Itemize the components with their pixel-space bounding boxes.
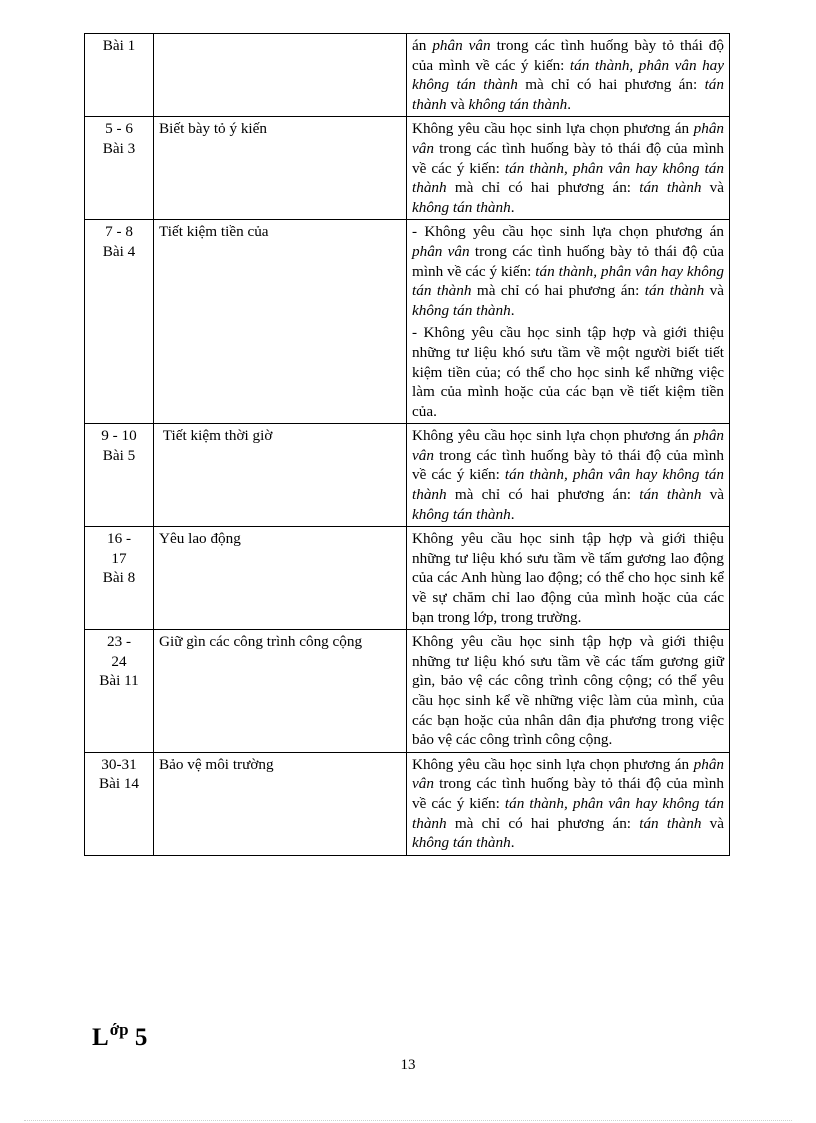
text-run: .	[510, 834, 515, 852]
italic-term: tán thành	[644, 282, 705, 300]
topic-cell	[154, 527, 407, 630]
topic-cell	[154, 424, 407, 527]
table-row	[85, 752, 730, 855]
text-run: - Không yêu cầu học sinh lựa chọn phương án	[412, 223, 724, 241]
lesson-topic: Yêu lao động	[159, 530, 241, 548]
topic-cell	[154, 752, 407, 855]
italic-term: tán thành	[639, 814, 702, 832]
italic-term: tán thành, phân vân hay không tán thành	[412, 466, 724, 504]
italic-term: không tán thành	[412, 301, 511, 319]
topic-cell	[154, 117, 407, 220]
text-run: trong các tình huống bày tỏ thái độ của mình về các ý kiến:	[412, 242, 724, 280]
adjustment-paragraph	[412, 755, 724, 853]
adjustment-cell	[407, 220, 730, 424]
lesson-number: Bài 3	[102, 139, 136, 157]
lesson-number: Bài 1	[102, 37, 136, 54]
lesson-topic: Tiết kiệm tiền của	[159, 223, 269, 241]
table-row	[85, 117, 730, 220]
adjustment-paragraph	[412, 529, 724, 627]
lesson-topic: Tiết kiệm thời giờ	[159, 427, 273, 445]
lesson-cell	[85, 117, 154, 220]
italic-term: phân vân	[412, 120, 724, 157]
adjustment-paragraph	[412, 36, 724, 114]
text-run: Không yêu cầu học sinh lựa chọn phương án	[412, 427, 694, 445]
italic-term: tán thành, phân vân hay không tán thành	[412, 794, 724, 832]
text-run: trong các tình huống bày tỏ thái độ của mình về các ý kiến:	[412, 775, 724, 812]
text-run: án	[412, 37, 433, 54]
adjustment-cell	[407, 527, 730, 630]
text-run: Không yêu cầu học sinh tập hợp và giới thiệu những tư liệu khó sưu tầm về tấm gương lao động của các Anh hùng lao động; có thể cho học sinh kể về sự chăm chỉ lao động của mình hoặc của các bạn trong lớp, trong trường.	[412, 530, 724, 626]
italic-term: tán thành	[639, 179, 702, 197]
text-run: trong các tình huống bày tỏ thái độ của mình về các ý kiến:	[412, 37, 724, 74]
text-run: .	[510, 301, 515, 319]
table-row	[85, 34, 730, 117]
italic-term: không tán thành	[412, 198, 511, 216]
table-row	[85, 630, 730, 753]
table-body	[85, 34, 730, 856]
heading-number: 5	[128, 1024, 148, 1051]
lesson-number: 7 - 8	[105, 223, 133, 241]
italic-term: phân vân	[412, 242, 470, 260]
italic-term: phân vân	[412, 755, 724, 793]
text-run: trong các tình huống bày tỏ thái độ của mình về các ý kiến:	[412, 139, 724, 177]
lesson-number: Bài 14	[98, 775, 140, 793]
italic-term: tán thành, phân vân hay không tán thành	[412, 56, 724, 94]
table-row	[85, 220, 730, 424]
italic-term: không tán thành	[412, 505, 511, 523]
text-run: và	[701, 179, 724, 197]
lesson-cell	[85, 220, 154, 424]
italic-term: không tán thành	[468, 95, 568, 113]
lesson-cell	[85, 34, 154, 117]
text-run: trong các tình huống bày tỏ thái độ của mình về các ý kiến:	[412, 446, 724, 484]
table-row	[85, 424, 730, 527]
topic-cell	[154, 34, 407, 117]
topic-cell	[154, 220, 407, 424]
text-run: và	[704, 282, 724, 300]
heading-letter: L	[92, 1024, 109, 1051]
text-run: .	[510, 505, 515, 523]
lesson-number: 24	[111, 652, 127, 670]
lesson-number: Bài 8	[102, 569, 136, 587]
text-run: và	[701, 814, 724, 832]
adjustment-cell	[407, 752, 730, 855]
italic-term: phân vân	[432, 37, 491, 54]
lesson-number: Bài 5	[102, 446, 136, 464]
page-bottom-rule	[24, 1120, 792, 1121]
text-run: .	[510, 198, 515, 216]
adjustment-paragraph	[412, 222, 724, 320]
lesson-number: 17	[111, 549, 127, 567]
italic-term: tán thành, phân vân hay không tán thành	[412, 262, 724, 300]
lesson-number: 5 - 6	[105, 120, 133, 138]
adjustment-paragraph	[412, 632, 724, 750]
section-heading	[92, 1020, 148, 1052]
lesson-cell	[85, 527, 154, 630]
lesson-topic: Giữ gìn các công trình công cộng	[159, 633, 363, 651]
lesson-number: Bài 11	[99, 672, 139, 690]
page-number: 13	[400, 1057, 416, 1073]
lesson-number: 9 - 10	[101, 427, 137, 445]
text-run: mà chỉ có hai phương án:	[446, 814, 640, 832]
italic-term: tán thành	[639, 486, 702, 504]
lesson-number: 16 -	[106, 530, 132, 548]
italic-term: phân vân	[412, 427, 724, 464]
curriculum-table	[84, 33, 730, 856]
italic-term: không tán thành	[412, 834, 511, 852]
adjustment-paragraph	[412, 323, 724, 421]
lesson-topic: Biết bày tỏ ý kiến	[159, 120, 267, 138]
text-run: Không yêu cầu học sinh tập hợp và giới thiệu những tư liệu khó sưu tầm về các tấm gương giữ gìn, bảo vệ các công trình công cộng; có thể yêu cầu học sinh kể về những việc làm của mình, của các bạn hoặc của nhân dân địa phương trong việc bảo vệ các công trình công cộng.	[412, 633, 724, 749]
lesson-number: 30-31	[101, 755, 137, 773]
adjustment-paragraph	[412, 426, 724, 524]
adjustment-cell	[407, 424, 730, 527]
adjustment-cell	[407, 117, 730, 220]
lesson-number: Bài 4	[102, 242, 136, 260]
italic-term: tán thành, phân vân hay không tán thành	[412, 159, 724, 197]
text-run: - Không yêu cầu học sinh tập hợp và giới thiệu những tư liệu khó sưu tầm về một người biết tiết kiệm tiền của; có thể cho học sinh kể những việc làm của mình hoặc của các bạn về tiết kiệm tiền của.	[412, 324, 724, 420]
text-run: và	[446, 95, 469, 113]
text-run: Không yêu cầu học sinh lựa chọn phương án	[412, 755, 694, 773]
text-run: mà chỉ có hai phương án:	[517, 76, 705, 94]
adjustment-paragraph	[412, 119, 724, 217]
text-run: và	[701, 486, 724, 504]
lesson-number: 23 -	[106, 633, 132, 651]
text-run: Không yêu cầu học sinh lựa chọn phương án	[412, 120, 694, 138]
text-run: mà chỉ có hai phương án:	[446, 179, 640, 197]
table-row	[85, 527, 730, 630]
text-run: mà chỉ có hai phương án:	[471, 282, 645, 300]
adjustment-cell	[407, 630, 730, 753]
italic-term: tán thành	[412, 76, 724, 113]
text-run: mà chỉ có hai phương án:	[446, 486, 640, 504]
topic-cell	[154, 630, 407, 753]
text-run: .	[567, 95, 572, 113]
lesson-cell	[85, 752, 154, 855]
lesson-cell	[85, 630, 154, 753]
lesson-cell	[85, 424, 154, 527]
lesson-topic: Bảo vệ môi trường	[159, 755, 274, 773]
adjustment-cell	[407, 34, 730, 117]
heading-superscript: ớp	[109, 1020, 129, 1039]
